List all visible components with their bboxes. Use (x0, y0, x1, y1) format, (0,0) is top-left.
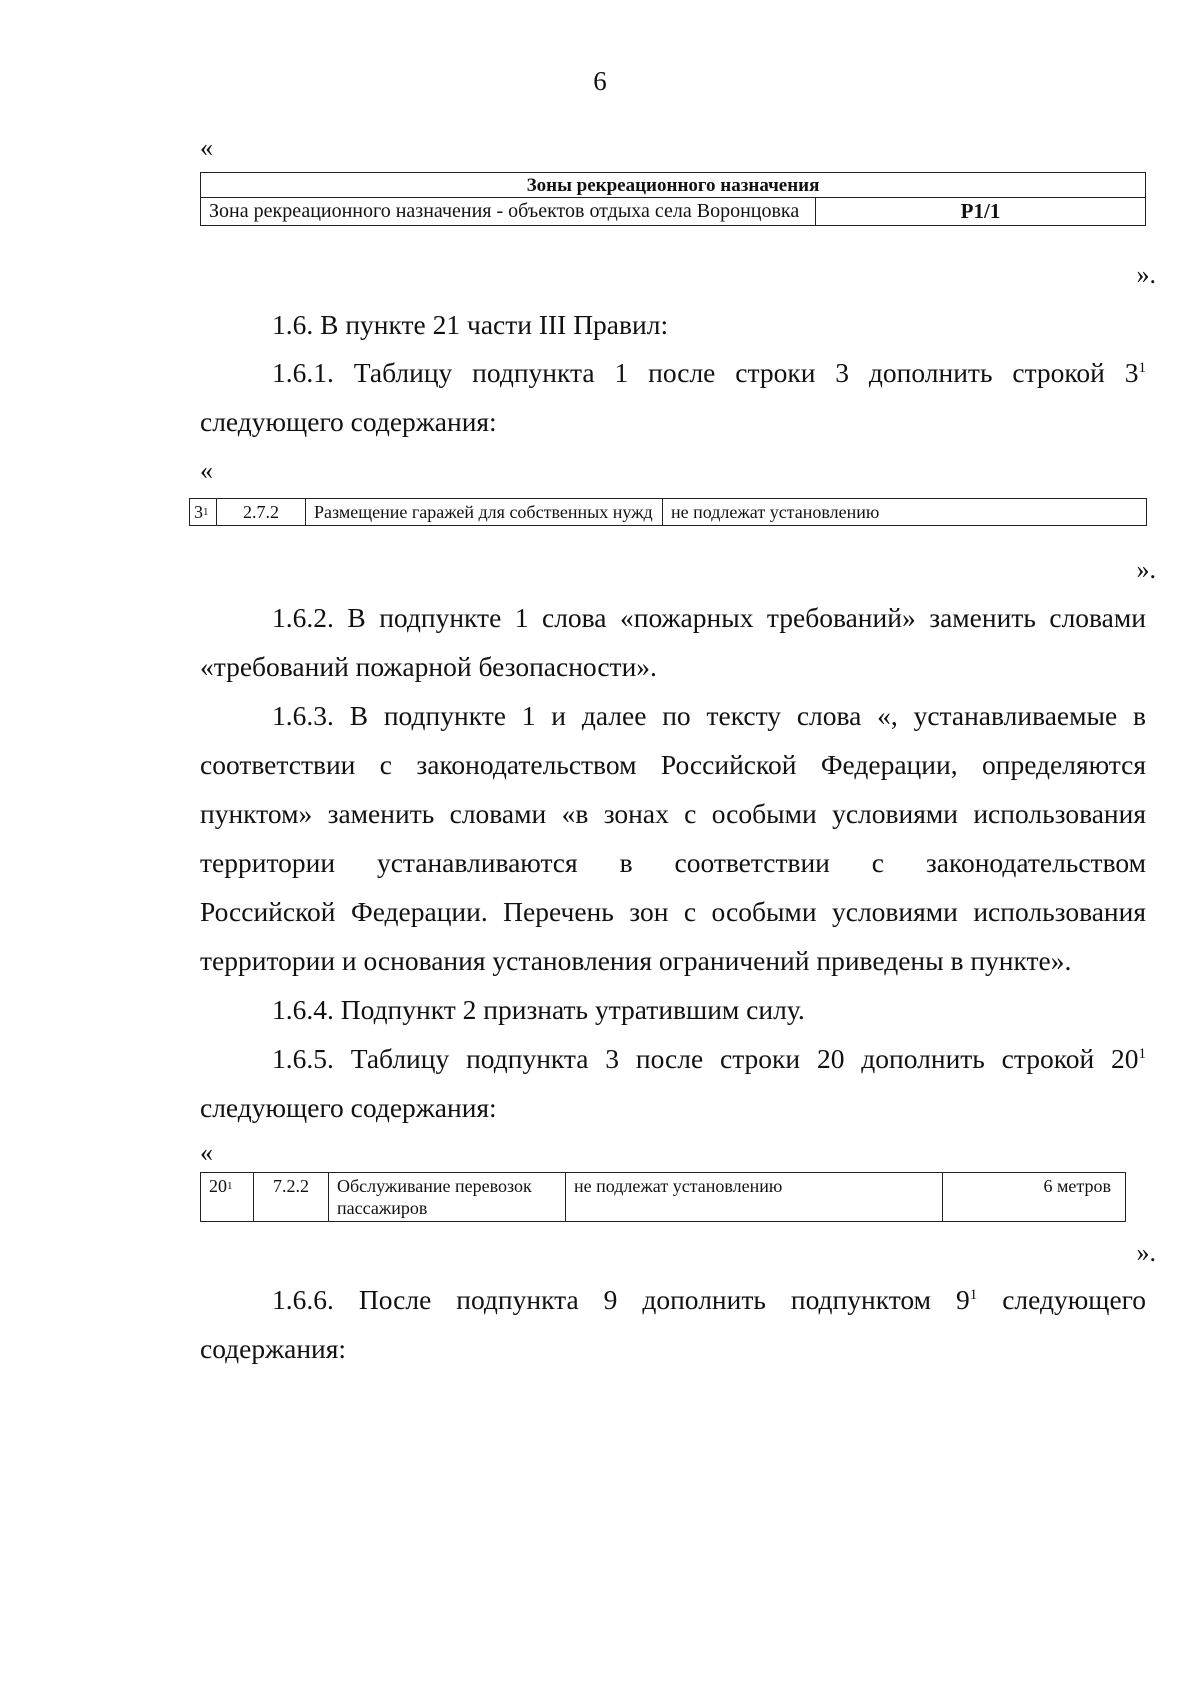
paragraph-text: 1.6.1. Таблицу подпункта 1 после строки 3 дополнить строкой 3 (272, 357, 1139, 388)
paragraph-line: территории устанавливаются в соответствии с законодательством (200, 847, 1146, 878)
paragraph-line: 1.6.2. В подпункте 1 слова «пожарных требований» заменить словами (272, 602, 1146, 633)
row-number-cell: $20^1$ (201, 1173, 254, 1222)
recreation-zones-table (200, 172, 1146, 226)
quote-close: ». (1136, 260, 1156, 289)
name-cell: Размещение гаражей для собственных нужд (306, 499, 663, 526)
value-cell: не подлежат установлению (663, 499, 1147, 526)
paragraph-line: Российской Федерации. Перечень зон с особыми условиями использования (200, 896, 1146, 927)
superscript: 1 (1138, 360, 1146, 376)
paragraph-line: территории и основания установления ограничений приведены в пункте». (200, 945, 1072, 976)
paragraph-line: «требований пожарной безопасности». (200, 651, 657, 682)
extra-cell: 6 метров (943, 1173, 1126, 1222)
quote-open: « (200, 456, 213, 485)
paragraph-1-6-5 (200, 1034, 1146, 1132)
superscript: 1 (969, 1287, 978, 1303)
paragraph-line: 1.6.3. В подпункте 1 и далее по тексту слова «, устанавливаемые в (272, 700, 1146, 731)
paragraph-tail: следующего содержания: (200, 1092, 497, 1123)
paragraph-text: 1.6.5. Таблицу подпункта 3 после строки 20 дополнить строкой 20 (272, 1043, 1139, 1074)
quote-close: ». (1136, 555, 1156, 584)
permitted-use-table (189, 498, 1147, 526)
paragraph-1-6: 1.6. В пункте 21 части III Правил: (272, 309, 669, 340)
superscript: 1 (1138, 1046, 1146, 1062)
quote-open: « (200, 133, 213, 162)
paragraph-tail: следующего содержания: (200, 406, 497, 437)
zone-code-cell: Р1/1 (816, 198, 1146, 226)
paragraph-line: соответствии с законодательством Российской Федерации, определяются (200, 749, 1146, 780)
paragraph-1-6-4: 1.6.4. Подпункт 2 признать утратившим силу. (272, 994, 805, 1025)
code-cell: 2.7.2 (217, 499, 306, 526)
page-number: 6 (593, 66, 607, 96)
paragraph-tail: содержания: (200, 1333, 347, 1364)
paragraph-line: пунктом» заменить словами «в зонах с особыми условиями использования (200, 798, 1146, 829)
name-cell: Обслуживание перевозок пассажиров (329, 1173, 566, 1222)
table-header: Зоны рекреационного назначения (201, 173, 1146, 198)
paragraph-1-6-2 (200, 593, 1146, 691)
quote-close: ». (1136, 1238, 1156, 1267)
paragraph-text: следующего (977, 1284, 1146, 1315)
zone-name-cell: Зона рекреационного назначения - объектов отдыха села Воронцовка (201, 198, 816, 226)
paragraph-text: 1.6.6. После подпункта 9 дополнить подпунктом 9 (272, 1284, 970, 1315)
zone-parameters-table (200, 1172, 1126, 1222)
table-row (190, 499, 1147, 526)
table-row (201, 198, 1146, 226)
row-number-cell: $3^1$ (190, 499, 217, 526)
paragraph-1-6-1 (200, 348, 1146, 446)
value-cell: не подлежат установлению (566, 1173, 943, 1222)
table-row (201, 1173, 1126, 1222)
paragraph-1-6-6 (200, 1275, 1146, 1373)
paragraph-1-6-3 (200, 691, 1146, 985)
quote-open: « (200, 1138, 213, 1167)
code-cell: 7.2.2 (254, 1173, 329, 1222)
